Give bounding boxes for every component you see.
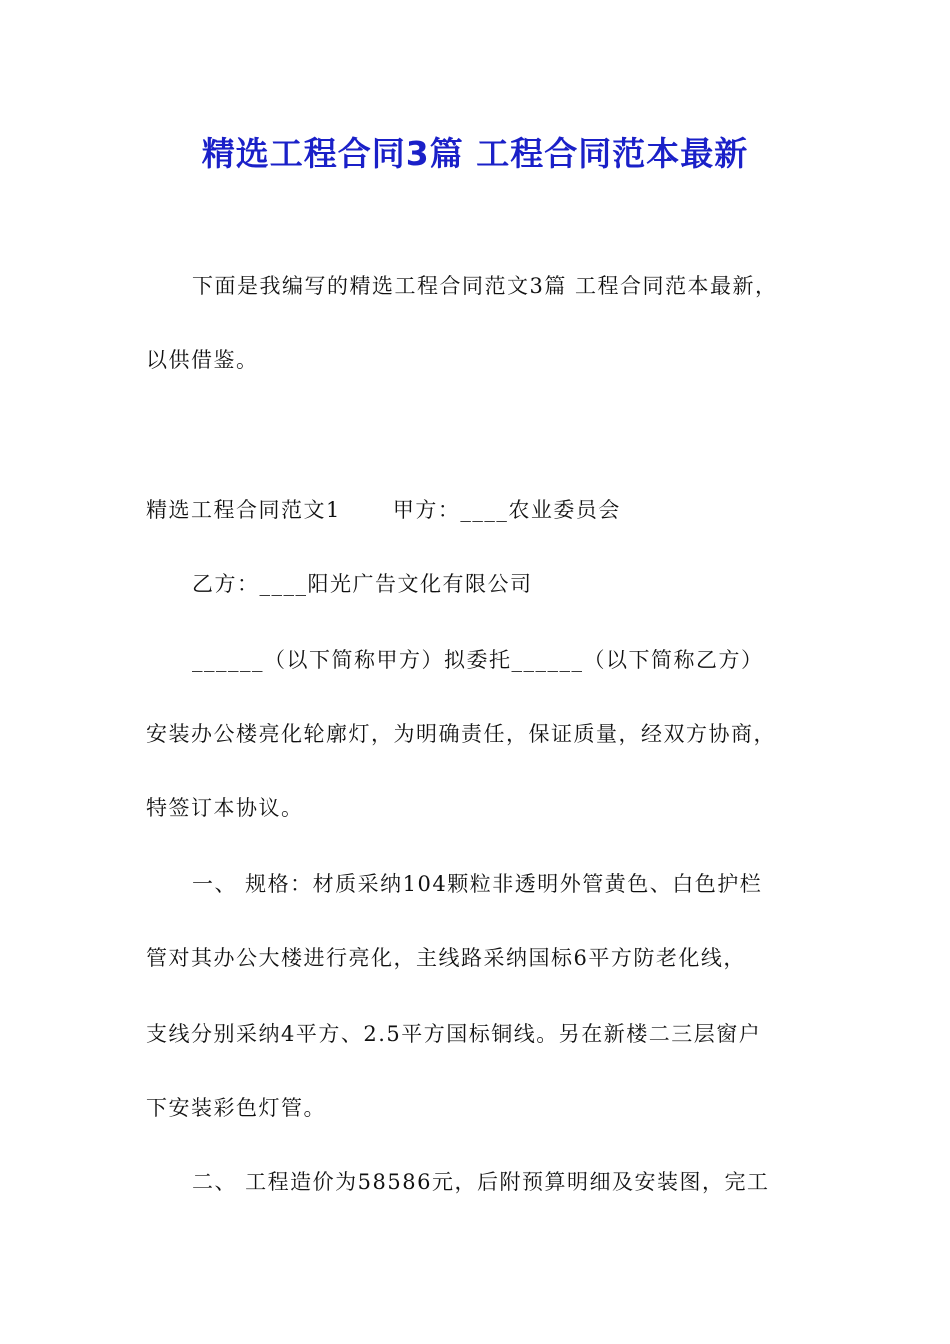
clause1-line-4: 下安装彩色灯管。 bbox=[146, 1096, 326, 1120]
intro-line-2: 以供借鉴。 bbox=[146, 348, 259, 372]
para1-line-3: 特签订本协议。 bbox=[146, 796, 304, 820]
clause1-line-2: 管对其办公大楼进行亮化，主线路采纳国标6平方防老化线， bbox=[146, 946, 746, 970]
contract-heading: 精选工程合同范文1 bbox=[146, 498, 341, 522]
para1-line-1: ______（以下简称甲方）拟委托______（以下简称乙方） bbox=[192, 648, 764, 672]
clause2-line-1: 二、 工程造价为58586元，后附预算明细及安装图，完工 bbox=[192, 1170, 770, 1194]
party-a: 甲方：____农业委员会 bbox=[392, 498, 621, 522]
contract-heading-row bbox=[146, 495, 621, 525]
document-title: 精选工程合同3篇 工程合同范本最新 bbox=[201, 134, 749, 173]
clause1-line-3: 支线分别采纳4平方、2.5平方国标铜线。另在新楼二三层窗户 bbox=[146, 1022, 762, 1046]
intro-line-1: 下面是我编写的精选工程合同范文3篇 工程合同范本最新， bbox=[192, 274, 778, 298]
party-b: 乙方：____阳光广告文化有限公司 bbox=[192, 572, 533, 596]
para1-line-2: 安装办公楼亮化轮廓灯，为明确责任，保证质量，经双方协商， bbox=[146, 722, 776, 746]
clause1-line-1: 一、 规格：材质采纳104颗粒非透明外管黄色、白色护栏 bbox=[192, 872, 763, 896]
